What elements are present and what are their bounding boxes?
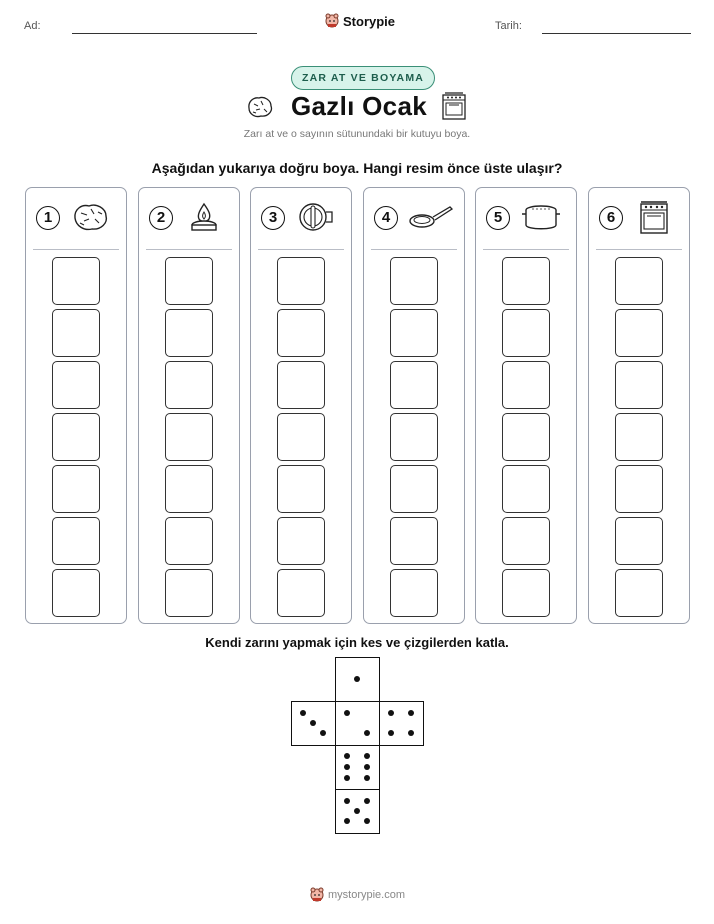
- column-divider: [371, 249, 457, 250]
- date-line[interactable]: [542, 33, 691, 34]
- column-divider: [258, 249, 344, 250]
- color-box[interactable]: [390, 465, 438, 513]
- color-box[interactable]: [502, 465, 550, 513]
- color-box[interactable]: [277, 309, 325, 357]
- dice-pip: [354, 808, 360, 814]
- color-box[interactable]: [502, 517, 550, 565]
- color-box[interactable]: [52, 361, 100, 409]
- color-box[interactable]: [165, 465, 213, 513]
- color-box[interactable]: [277, 257, 325, 305]
- color-box[interactable]: [165, 309, 213, 357]
- dice-pip: [408, 710, 414, 716]
- dice-pip: [344, 775, 350, 781]
- stove-knob-icon: [295, 200, 337, 234]
- dice-pip: [364, 730, 370, 736]
- color-box[interactable]: [165, 413, 213, 461]
- column-3: [250, 187, 352, 624]
- cooking-pot-icon: [520, 200, 562, 234]
- color-box[interactable]: [502, 569, 550, 617]
- color-box[interactable]: [502, 309, 550, 357]
- column-1: [25, 187, 127, 624]
- dice-pip: [310, 720, 316, 726]
- color-box[interactable]: [277, 413, 325, 461]
- dice-face-4: [379, 701, 424, 746]
- color-box[interactable]: [390, 413, 438, 461]
- color-box[interactable]: [615, 309, 663, 357]
- color-box[interactable]: [615, 413, 663, 461]
- dice-face-6: [335, 745, 380, 790]
- color-box[interactable]: [165, 257, 213, 305]
- column-divider: [596, 249, 682, 250]
- name-line[interactable]: [72, 33, 257, 34]
- color-box[interactable]: [277, 569, 325, 617]
- column-number: 5: [486, 206, 510, 230]
- footer: [310, 887, 405, 903]
- color-box[interactable]: [390, 257, 438, 305]
- dice-pip: [364, 753, 370, 759]
- gas-burner-flame-icon: [183, 200, 225, 234]
- color-box[interactable]: [52, 257, 100, 305]
- color-box[interactable]: [390, 361, 438, 409]
- color-box[interactable]: [52, 569, 100, 617]
- dice-pip: [344, 818, 350, 824]
- fire-rock-icon: [245, 94, 275, 120]
- dice-pip: [344, 764, 350, 770]
- color-box[interactable]: [52, 309, 100, 357]
- column-number: 6: [599, 206, 623, 230]
- color-box[interactable]: [277, 361, 325, 409]
- column-6: [588, 187, 690, 624]
- brand-logo: [325, 13, 395, 29]
- dice-face-2: [335, 701, 380, 746]
- color-box[interactable]: [277, 517, 325, 565]
- dice-pip: [364, 798, 370, 804]
- gas-stove-icon: [633, 200, 675, 234]
- dice-pip: [300, 710, 306, 716]
- column-4: [363, 187, 465, 624]
- color-box[interactable]: [615, 361, 663, 409]
- subtitle: Zarı at ve o sayının sütunundaki bir kutuyu boya.: [243, 128, 471, 140]
- dice-face-5: [335, 789, 380, 834]
- color-box[interactable]: [165, 517, 213, 565]
- color-box[interactable]: [277, 465, 325, 513]
- color-box[interactable]: [52, 413, 100, 461]
- color-box[interactable]: [615, 569, 663, 617]
- color-box[interactable]: [502, 257, 550, 305]
- dice-instruction: Kendi zarını yapmak için kes ve çizgilerden katla.: [205, 635, 509, 650]
- dice-pip: [344, 710, 350, 716]
- dice-pip: [364, 775, 370, 781]
- column-5: [475, 187, 577, 624]
- color-box[interactable]: [165, 569, 213, 617]
- footer-url[interactable]: mystorypie.com: [328, 889, 406, 901]
- dice-pip: [388, 710, 394, 716]
- dice-pip: [364, 818, 370, 824]
- color-box[interactable]: [615, 465, 663, 513]
- color-box[interactable]: [52, 465, 100, 513]
- dice-pip: [354, 676, 360, 682]
- gas-stove-icon: [440, 91, 468, 121]
- color-box[interactable]: [390, 569, 438, 617]
- page-title: Gazlı Ocak: [291, 91, 427, 121]
- date-label: Tarih:: [495, 20, 522, 32]
- color-box[interactable]: [390, 517, 438, 565]
- color-box[interactable]: [390, 309, 438, 357]
- column-2: [138, 187, 240, 624]
- color-box[interactable]: [165, 361, 213, 409]
- column-divider: [33, 249, 119, 250]
- column-number: 1: [36, 206, 60, 230]
- column-divider: [483, 249, 569, 250]
- column-divider: [146, 249, 232, 250]
- brand-name: Storypie: [343, 13, 396, 29]
- color-box[interactable]: [615, 257, 663, 305]
- dice-pip: [388, 730, 394, 736]
- storypie-mascot-icon: [325, 13, 339, 29]
- name-label: Ad:: [24, 20, 41, 32]
- dice-pip: [344, 798, 350, 804]
- dice-pip: [408, 730, 414, 736]
- storypie-mascot-icon: [310, 887, 324, 903]
- column-number: 3: [261, 206, 285, 230]
- dice-pip: [344, 753, 350, 759]
- activity-badge: ZAR AT VE BOYAMA: [291, 66, 435, 90]
- color-box[interactable]: [502, 361, 550, 409]
- color-box[interactable]: [52, 517, 100, 565]
- fire-rock-icon: [70, 200, 112, 234]
- instruction: Aşağıdan yukarıya doğru boya. Hangi resim önce üste ulaşır?: [151, 160, 563, 176]
- dice-pip: [320, 730, 326, 736]
- dice-pip: [364, 764, 370, 770]
- color-box[interactable]: [502, 413, 550, 461]
- dice-face-1: [335, 657, 380, 702]
- column-number: 2: [149, 206, 173, 230]
- dice-face-3: [291, 701, 336, 746]
- color-box[interactable]: [615, 517, 663, 565]
- column-number: 4: [374, 206, 398, 230]
- frying-pan-icon: [408, 200, 454, 234]
